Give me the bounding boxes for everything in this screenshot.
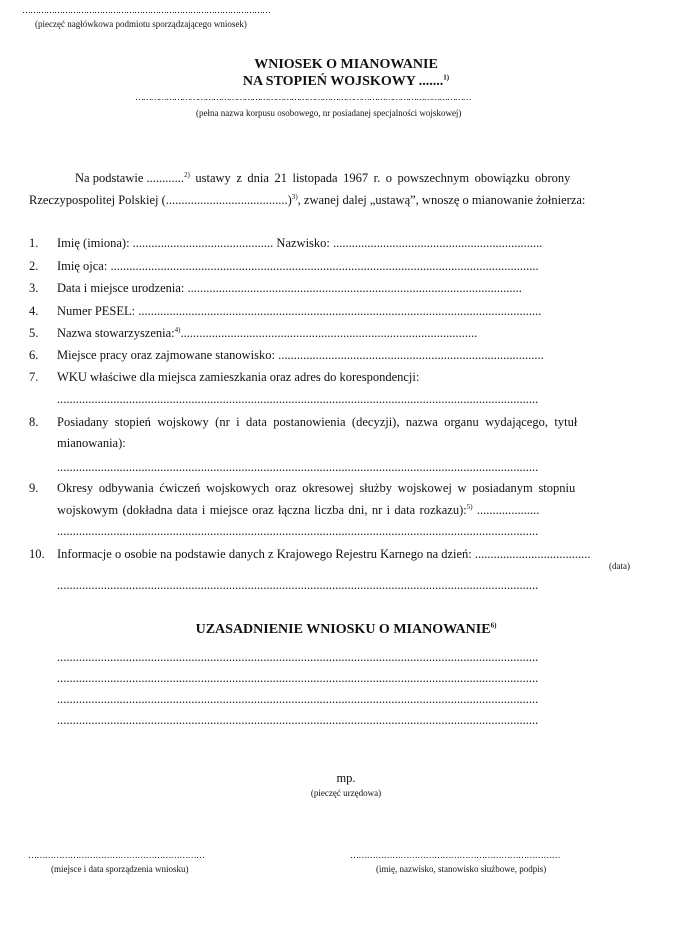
place-date-caption: (miejsce i data sporządzenia wniosku) [51,864,189,874]
item-3-birth-field: Data i miejsce urodzenia: ........................................................................................................... [57,281,522,295]
item-9-exercises-label: Okresy odbywania ćwiczeń wojskowych oraz okresowej służby wojskowej w posiadanym stopniu [57,481,576,495]
document-title-line2 [0,74,692,90]
intro-text-4: , zwanej dalej „ustawą”, wnoszę o mianowanie żołnierza: [297,193,586,207]
footnote-2: 2) [184,170,190,179]
intro-line1 [75,171,665,186]
place-date-line: ……………………………………………………… [28,850,205,860]
item-10-dotted-line: .......................................................................................................................................................... [57,578,539,592]
item-6-number: 6. [29,348,39,362]
item-2-number: 2. [29,259,39,273]
item-7-number: 7. [29,370,39,384]
item-9-number: 9. [29,481,39,495]
justification-title-text: UZASADNIENIE WNIOSKU O MIANOWANIE [195,622,491,637]
item-9-label-text: wojskowym (dokładna data i miejsce oraz łączna liczba dni, nr i data rozkazu): [57,503,467,517]
item-1-number: 1. [29,236,39,250]
justification-line-3: .......................................................................................................................................................... [57,692,539,706]
footnote-5: 5) [466,502,473,511]
footnote-6: 6) [490,621,497,630]
corps-line: ………………………………………………………………………………………………………………… [135,92,471,102]
stamp-line: ………………………………………………………………………………… [22,5,270,15]
justification-line-2: .......................................................................................................................................................... [57,671,539,685]
item-8-rank-label-2: mianowania): [57,436,126,450]
signature-line: ………………………………………………………………… [350,850,561,860]
mp-label: mp. [336,771,356,785]
item-3-number: 3. [29,281,39,295]
item-5-dots: ............................................................................................... [180,326,478,340]
item-5-label: Nazwa stowarzyszenia: [57,326,175,340]
item-10-number: 10. [29,547,45,561]
stamp-caption: (pieczęć nagłówkowa podmiotu sporządzającego wniosek) [35,19,247,29]
item-7-dotted-line: .......................................................................................................................................................... [57,392,539,406]
item-10-krk-label: Informacje o osobie na podstawie danych z Krajowego Rejestru Karnego na dzień: ..................................... [57,547,591,561]
item-8-number: 8. [29,415,39,429]
intro-text-1: Na podstawie ............ [75,171,185,185]
item-2-father-name-field: Imię ojca: ......................................................................................................................................... [57,259,539,273]
title-line2-text: NA STOPIEŃ WOJSKOWY ....... [242,74,444,89]
justification-line-1: .......................................................................................................................................................... [57,650,539,664]
official-stamp-caption: (pieczęć urzędowa) [310,788,382,798]
intro-text-3: Rzeczypospolitej Polskiej (.......................................) [29,193,292,207]
footnote-4: 4) [174,325,181,334]
item-4-number: 4. [29,304,39,318]
item-5-association-field [57,326,477,341]
footnote-3: 3) [291,192,298,201]
justification-line-4: .......................................................................................................................................................... [57,713,539,727]
item-10-date-caption: (data) [609,561,630,571]
item-5-number: 5. [29,326,39,340]
document-title-line1: WNIOSEK O MIANOWANIE [254,57,438,72]
item-9-dots: .................... [472,503,540,517]
signature-caption: (imię, nazwisko, stanowisko służbowe, podpis) [376,864,547,874]
item-8-dotted-line: .......................................................................................................................................................... [57,460,539,474]
item-9-dotted-line: .......................................................................................................................................................... [57,524,539,538]
footnote-1: 1) [443,73,450,82]
item-8-rank-label: Posiadany stopień wojskowy (nr i data postanowienia (decyzji), nazwa organu wydającego, tytuł [57,415,578,429]
intro-line2 [29,193,585,208]
item-9-exercises-label-2 [57,503,539,518]
justification-title [0,622,692,638]
item-7-wku-label: WKU właściwe dla miejsca zamieszkania oraz adres do korespondencji: [57,370,420,384]
item-6-workplace-field: Miejsce pracy oraz zajmowane stanowisko: ..................................................................................... [57,348,544,362]
intro-text-2: ustawy z dnia 21 listopada 1967 r. o powszechnym obowiązku obrony [189,171,571,185]
corps-caption: (pełna nazwa korpusu osobowego, nr posiadanej specjalności wojskowej) [196,108,462,118]
item-1-name-field: Imię (imiona): ............................................. Nazwisko: ................................................................... [57,236,543,250]
item-4-pesel-field: Numer PESEL: ................................................................................................................................. [57,304,542,318]
